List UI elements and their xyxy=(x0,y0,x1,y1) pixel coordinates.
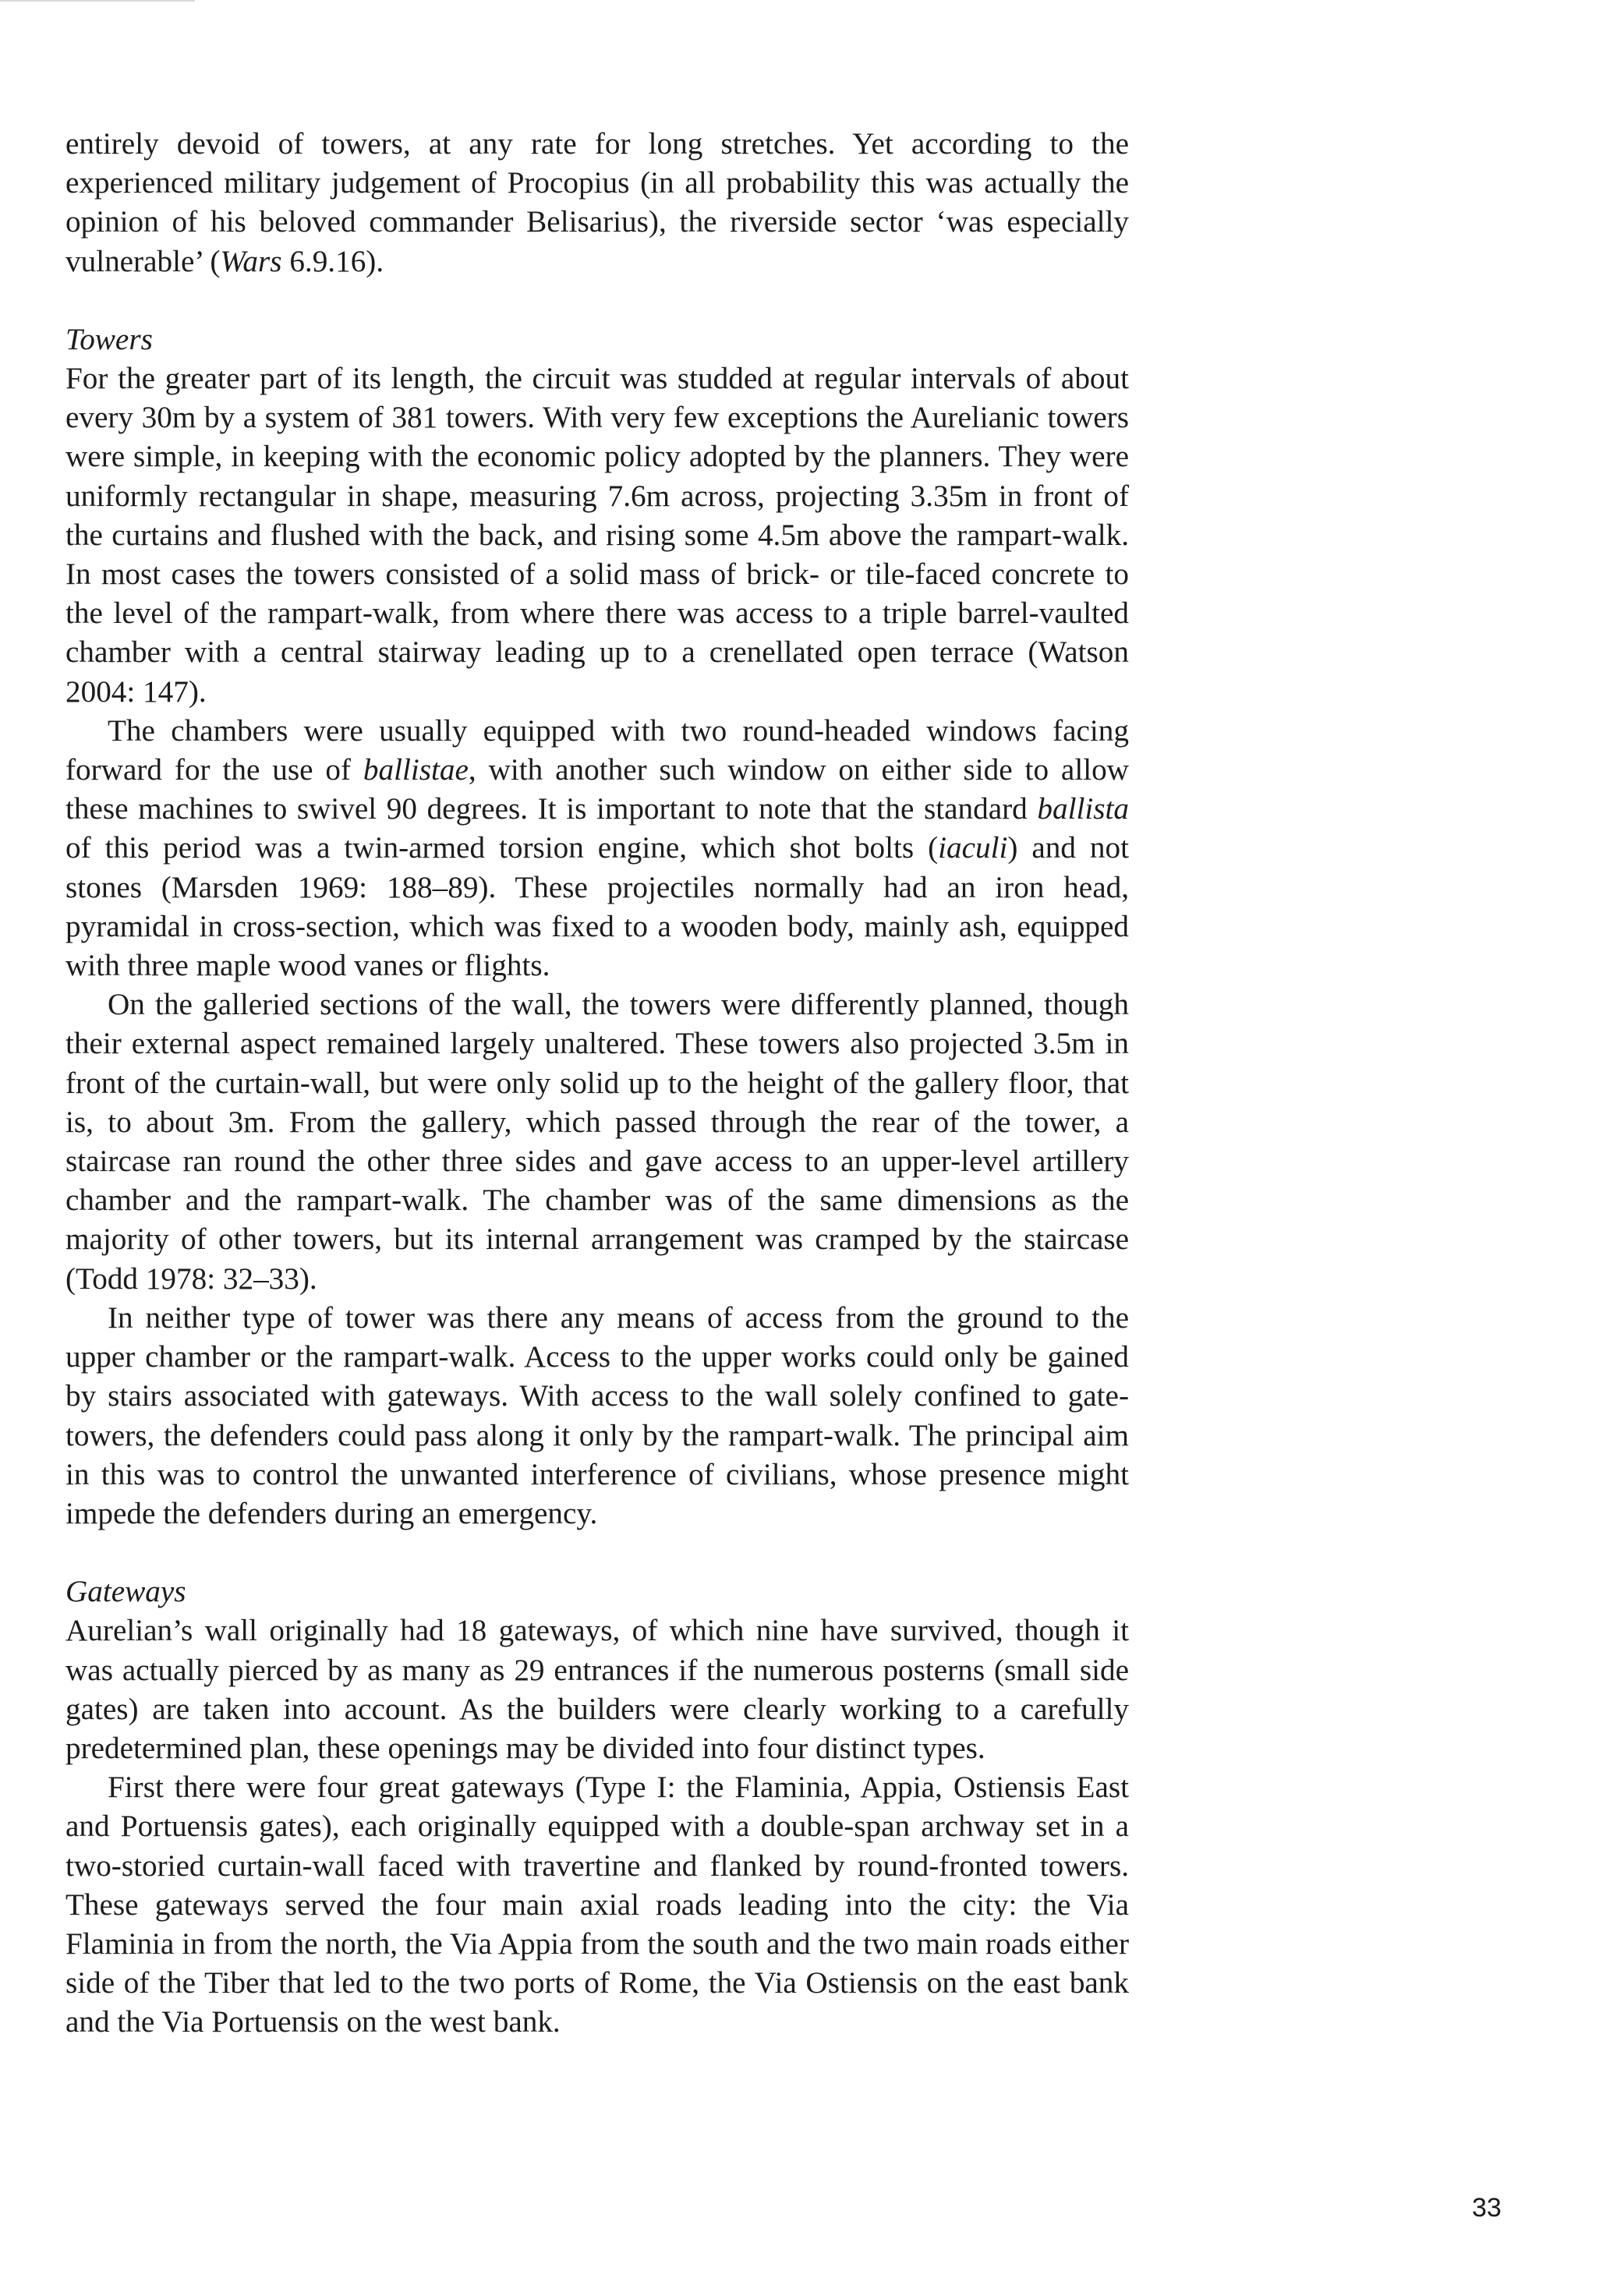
term-iaculi: iaculi xyxy=(938,831,1008,865)
term-ballistae: ballistae xyxy=(363,753,469,787)
towers-p2-text-c: of this period was a twin-armed torsion engine, which shot bolts ( xyxy=(65,831,939,865)
towers-paragraph-3: On the galleried sections of the wall, the towers were differently planned, though their external aspect remained largely unaltered. These towers also projected 3.5m in front of the curtain-wall, but were only solid up to the height of the gallery floor, that is, to about 3m. From the gallery, which passed through the rear of the tower, a staircase ran round the other three sides and gave access to an upper-level artillery chamber and the rampart-walk. The chamber was of the same dimensions as the majority of other towers, but its internal arrangement was cramped by the staircase (Todd 1978: 32–33). xyxy=(65,988,1129,1296)
opening-text: entirely devoid of towers, at any rate for long stretches. Yet according to the experienced military judgement of Procopius (in all probability this was actually the opinion of his beloved commander Belisarius), the riverside sector ‘was especially vulnerable’ ( xyxy=(65,127,1129,278)
towers-p2-text-d: ) and not stones (Marsden 1969: 188–89). These projectiles normally had an iron head, pyramidal in cross-section, which was fixed to a wooden body, mainly ash, equipped with three maple wood vanes or flights. xyxy=(65,831,1129,983)
opening-citation: 6.9.16). xyxy=(281,244,384,278)
towers-paragraph-4: In neither type of tower was there any means of access from the ground to the upper chamber or the rampart-walk. Access to the upper works could only be gained by stairs associated with gateways. With access to the wall solely confined to gate-towers, the defenders could pass along it only by the rampart-walk. The principal aim in this was to control the unwanted interference of civilians, whose presence might impede the defenders during an emergency. xyxy=(65,1300,1129,1530)
scan-edge-line xyxy=(0,0,195,2)
gateways-paragraph-1: Aurelian’s wall originally had 18 gateways, of which nine have survived, though it was actually pierced by as many as 29 entrances if the numerous posterns (small side gates) are taken into account. As the builders were clearly working to a carefully predetermined plan, these openings may be divided into four distinct types. xyxy=(65,1614,1129,1765)
section-gap xyxy=(65,281,1129,320)
gateways-paragraph-2: First there were four great gateways (Type I: the Flaminia, Appia, Ostiensis East and Portuensis gates), each originally equipped with a double-span archway set in a two-storied curtain-wall faced with travertine and flanked by round-fronted towers. These gateways served the four main axial roads leading into the city: the Via Flaminia in from the north, the Via Appia from the south and the two main roads either side of the Tiber that led to the two ports of Rome, the Via Ostiensis on the east bank and the Via Portuensis on the west bank. xyxy=(65,1770,1129,2039)
towers-paragraph-2 xyxy=(65,712,1129,985)
page-number: 33 xyxy=(1472,2193,1502,2223)
section-gap xyxy=(65,1533,1129,1572)
opening-paragraph xyxy=(65,125,1129,281)
text-column xyxy=(65,125,1129,2043)
term-ballista: ballista xyxy=(1037,792,1129,826)
towers-heading: Towers xyxy=(65,322,153,356)
towers-paragraph-1: For the greater part of its length, the circuit was studded at regular intervals of about every 30m by a system of 381 towers. With very few exceptions the Aurelianic towers were simple, in keeping with the economic policy adopted by the planners. They were uniformly rectangular in shape, measuring 7.6m across, projecting 3.35m in front of the curtains and flushed with the back, and rising some 4.5m above the rampart-walk. In most cases the towers consisted of a solid mass of brick- or tile-faced concrete to the level of the rampart-walk, from where there was access to a triple barrel-vaulted chamber with a central stairway leading up to a crenellated open terrace (Watson 2004: 147). xyxy=(65,362,1129,709)
towers-p2-text-a: The chambers were usually equipped with two round-headed windows facing forward for the use of xyxy=(65,713,1129,787)
towers-p2-text-b: , with another such window on either side to allow these machines to swivel 90 degrees. It is important to note that the standard xyxy=(65,753,1129,826)
gateways-heading: Gateways xyxy=(65,1575,186,1609)
work-title: Wars xyxy=(220,244,282,278)
